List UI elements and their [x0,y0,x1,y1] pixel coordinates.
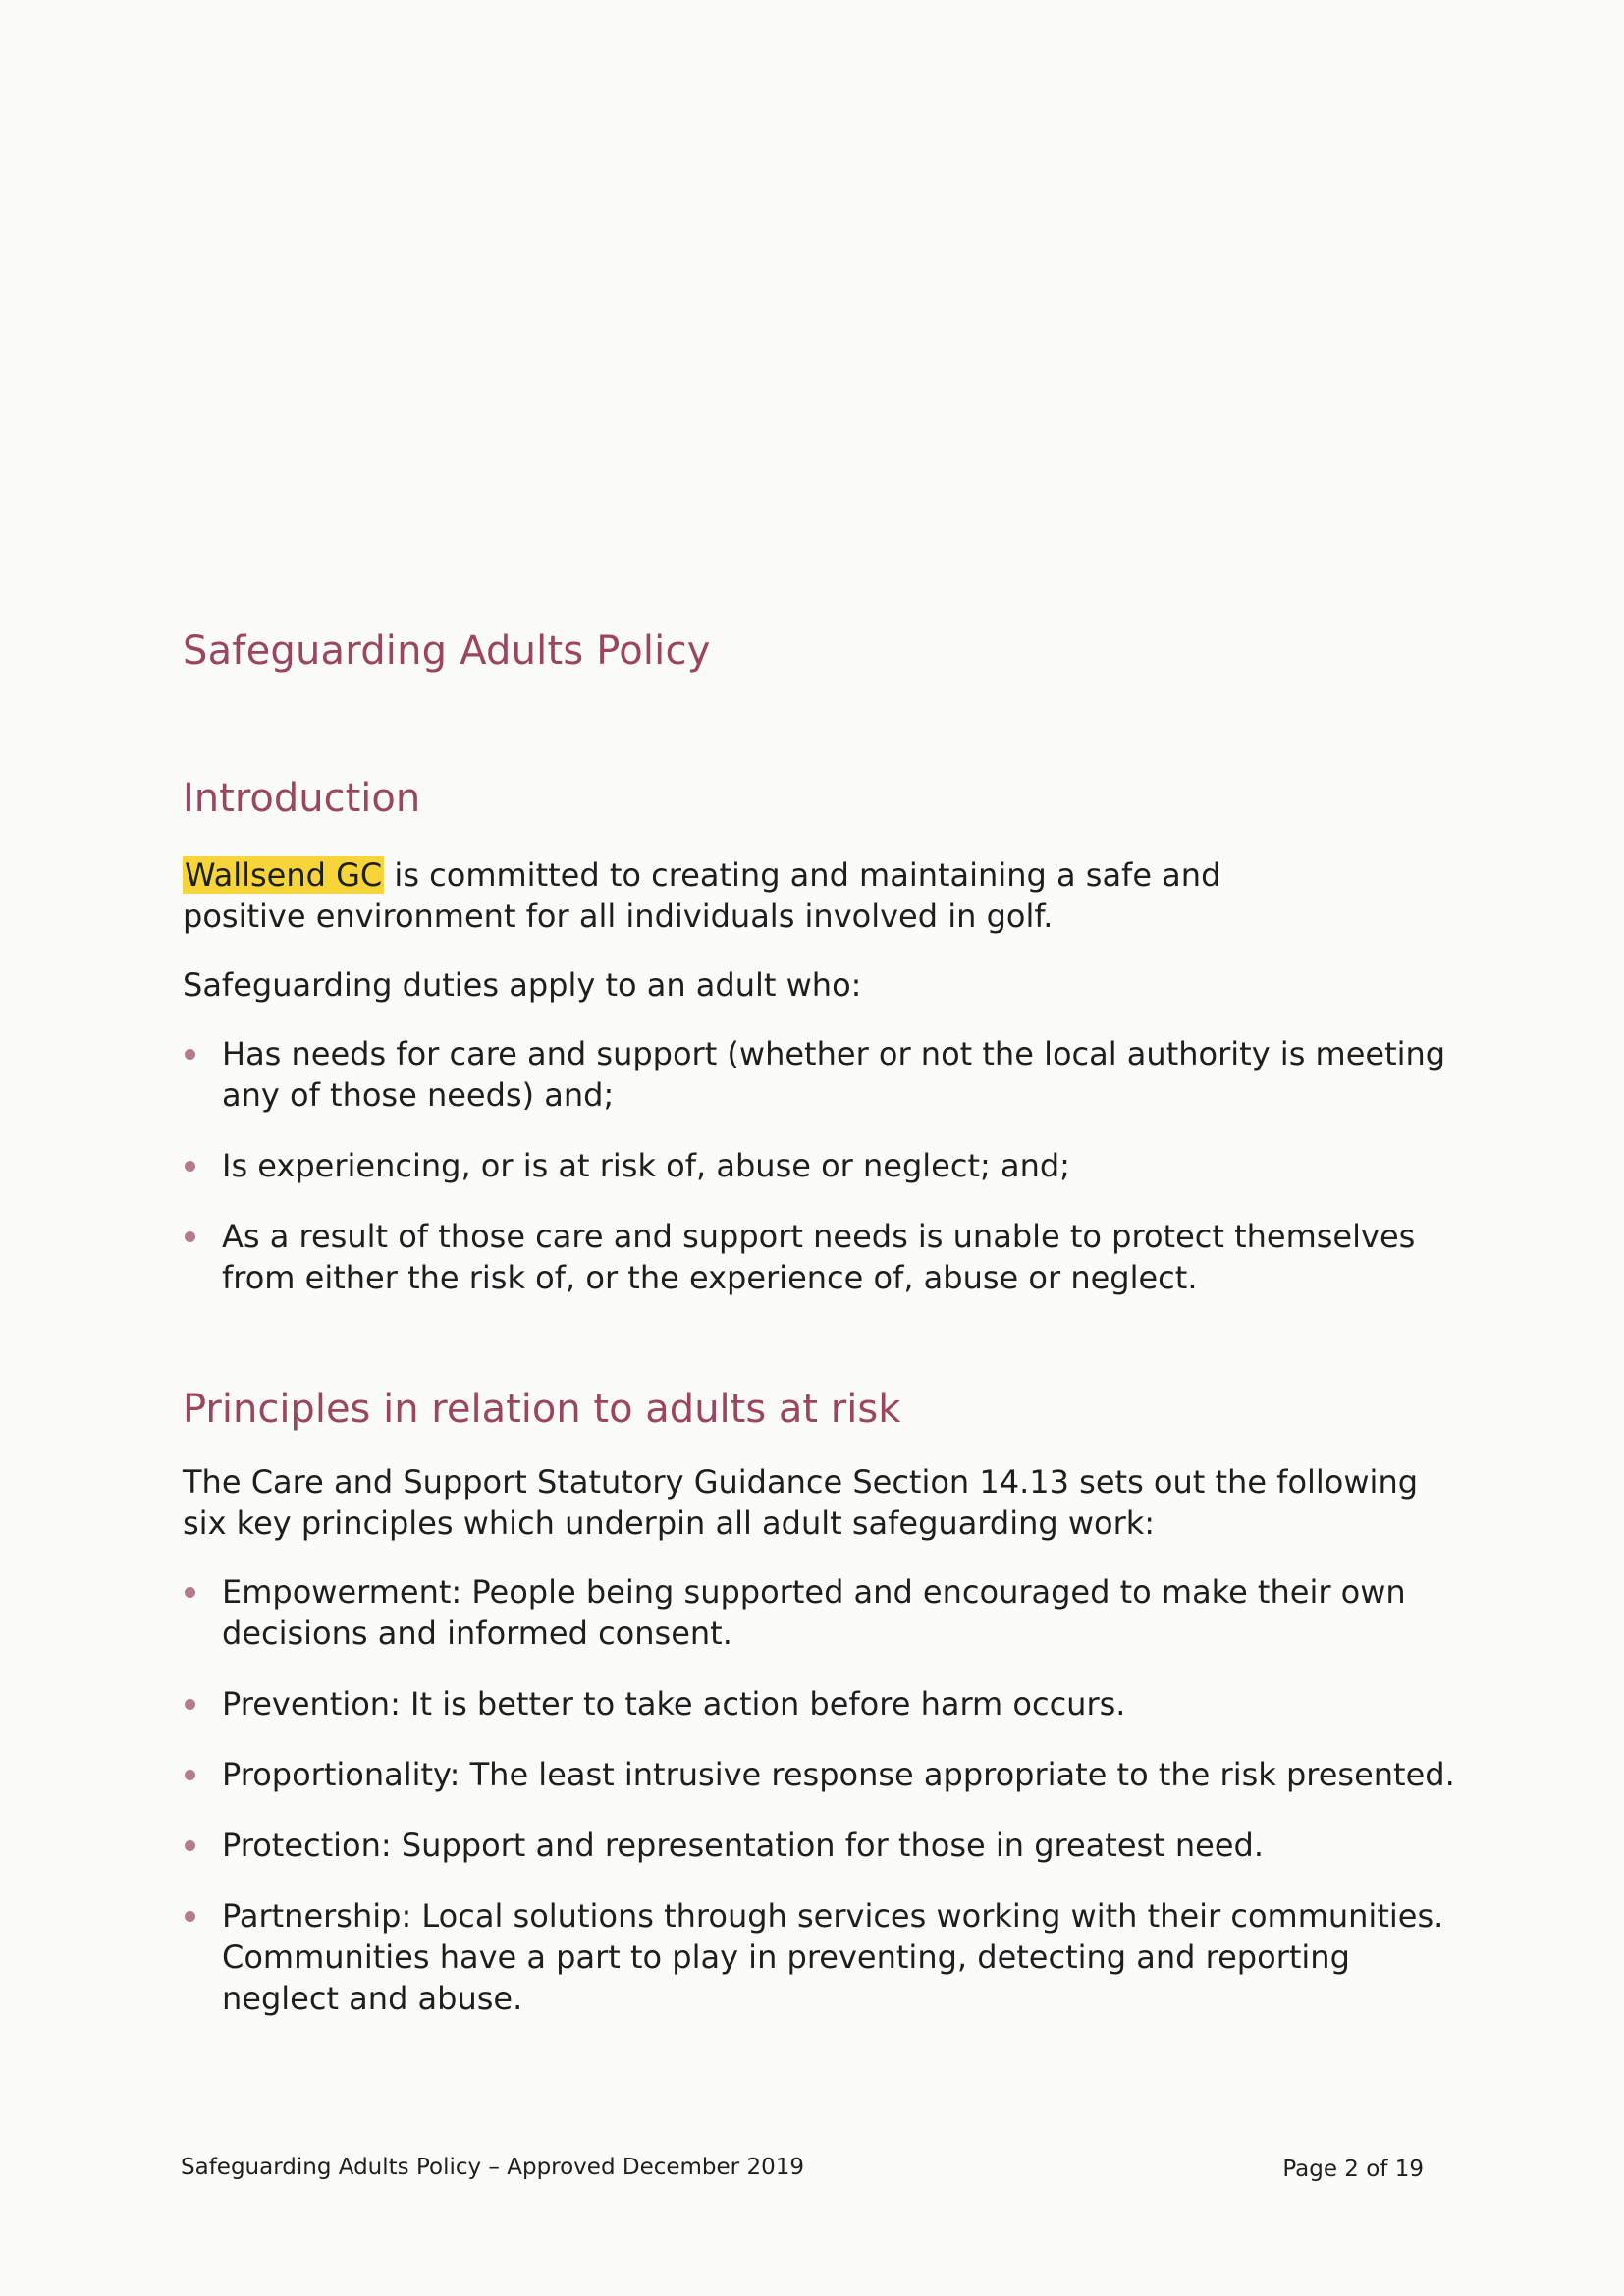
list-item [183,1895,1459,2019]
bullet-dot [185,1161,195,1172]
bullet-dot [185,1770,195,1780]
bullet-dot [185,1587,195,1598]
principles-heading: Principles in relation to adults at risk [183,1387,901,1432]
bullet-dot [185,1049,195,1060]
principles-list [183,1571,1459,2019]
bullet-dot [185,1231,195,1242]
list-item-text: Proportionality: The least intrusive response appropriate to the risk presented. [222,1756,1455,1793]
list-item-text: Protection: Support and representation for those in greatest need. [222,1827,1265,1864]
bullet-dot [185,1699,195,1710]
list-item-text: Partnership: Local solutions through services working with their communities. Communities have a part to play in preventing, detecting and reporting neglect and abuse. [222,1897,1444,2017]
list-item-text: Empowerment: People being supported and encouraged to make their own decisions and informed consent. [222,1573,1406,1652]
list-item [183,1033,1449,1116]
duties-list [183,1033,1449,1298]
list-item [183,1571,1439,1654]
document-title: Safeguarding Adults Policy [183,629,711,674]
list-item [183,1216,1449,1298]
introduction-paragraph [183,854,1341,937]
list-item [183,1683,1459,1724]
footer-page-number: Page 2 of 19 [1282,2157,1424,2182]
introduction-text: is committed to creating and maintaining a safe and positive environment for all individuals involved in golf. [183,856,1221,935]
list-item-text: Has needs for care and support (whether or not the local authority is meeting any of those needs) and; [222,1035,1446,1114]
principles-lead-text: The Care and Support Statutory Guidance Section 14.13 sets out the following six key principles which underpin all adult safeguarding work: [183,1463,1419,1542]
duties-lead-text: Safeguarding duties apply to an adult who: [183,966,862,1004]
introduction-heading: Introduction [183,776,421,821]
list-item-text: As a result of those care and support needs is unable to protect themselves from either the risk of, or the experience of, abuse or neglect. [222,1218,1416,1296]
list-item-text: Prevention: It is better to take action before harm occurs. [222,1685,1126,1722]
bullet-dot [185,1911,195,1922]
bullet-dot [185,1840,195,1851]
list-item [183,1145,1449,1186]
list-item [183,1825,1459,1866]
page-content [183,629,1455,2019]
club-name-highlight: Wallsend GC [185,856,383,894]
list-item [183,1754,1459,1795]
list-item-text: Is experiencing, or is at risk of, abuse or neglect; and; [222,1147,1070,1184]
footer-document-label: Safeguarding Adults Policy – Approved December 2019 [181,2155,804,2180]
